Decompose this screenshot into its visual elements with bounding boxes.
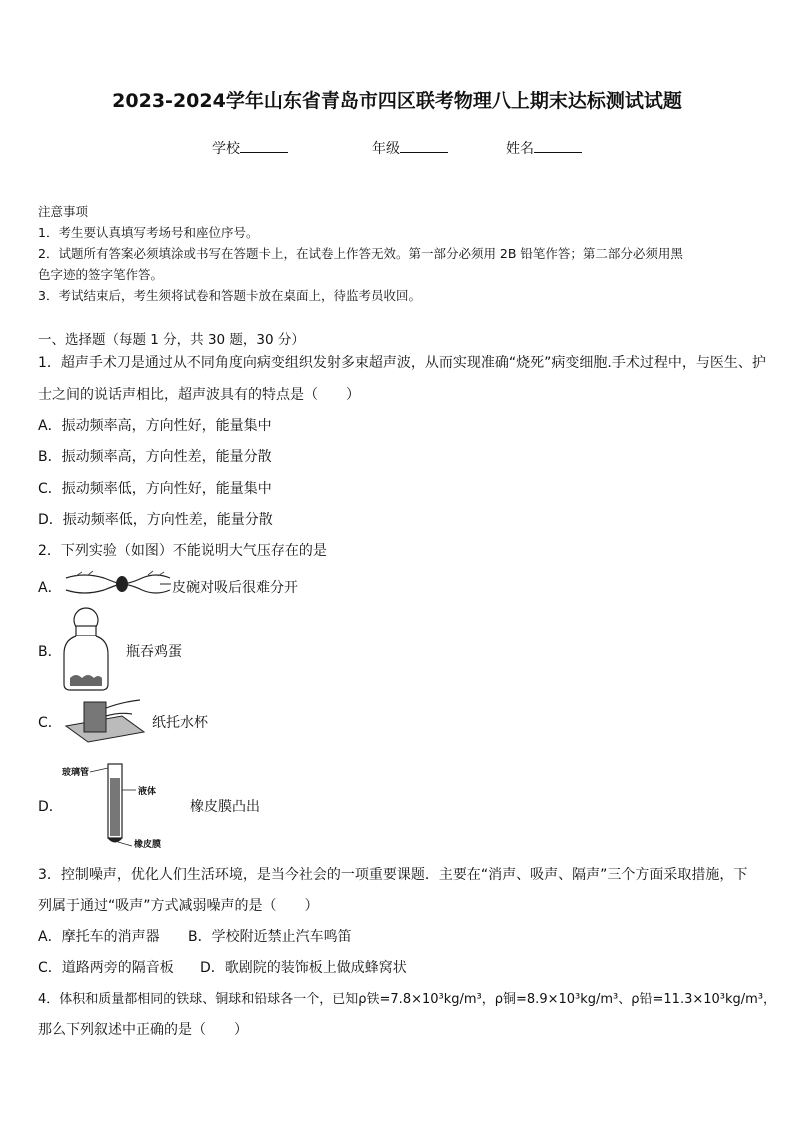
notes-item: 2．试题所有答案必须填涂或书写在答题卡上，在试卷上作答无效。第一部分必须用 2B 铅笔作答；第二部分必须用黑 [38, 246, 683, 261]
q1-option-a: A．振动频率高，方向性好，能量集中 [38, 418, 272, 434]
q1-stem-line1: 1．超声手术刀是通过从不同角度向病变组织发射多束超声波，从而实现准确“烧死”病变细胞.手术过程中，与医生、护 [38, 355, 766, 371]
q2-option-c-text: 纸托水杯 [152, 715, 208, 731]
name-field[interactable] [506, 138, 582, 158]
q2-option-b-text: 瓶吞鸡蛋 [126, 644, 182, 660]
school-label: 学校 [212, 141, 240, 157]
q2-option-a-letter: A． [38, 580, 62, 596]
q2-option-d-letter: D． [38, 799, 63, 815]
q2-option-c-letter: C． [38, 715, 62, 731]
notes-item: 色字迹的签字笔作答。 [38, 267, 164, 282]
school-blank[interactable] [240, 140, 288, 153]
name-blank[interactable] [534, 140, 582, 153]
grade-blank[interactable] [400, 140, 448, 153]
q3-option-a: A．摩托车的消声器 [38, 929, 160, 945]
q2-option-a-text: 皮碗对吸后很难分开 [172, 580, 298, 596]
q4-stem-line1: 4．体积和质量都相同的铁球、铜球和铅球各一个，已知ρ铁=7.8×10³kg/m³，ρ铜=8.9×10³kg/m³、ρ铅=11.3×10³kg/m³， [38, 992, 777, 1007]
q1-option-b: B．振动频率高，方向性差，能量分散 [38, 449, 272, 465]
notes-item: 1．考生要认真填写考场号和座位序号。 [38, 225, 259, 240]
tube-label: 玻璃管 [62, 768, 90, 778]
q1-stem-line2: 士之间的说话声相比，超声波具有的特点是（ ） [38, 387, 360, 403]
q3-stem-line2: 列属于通过“吸声”方式减弱噪声的是（ ） [38, 898, 319, 914]
q3-stem-line1: 3．控制噪声，优化人们生活环境，是当今社会的一项重要课题．主要在“消声、吸声、隔声”三个方面采取措施，下 [38, 867, 748, 883]
q3-option-b: B．学校附近禁止汽车鸣笛 [188, 929, 352, 945]
q2-stem: 2．下列实验（如图）不能说明大气压存在的是 [38, 543, 327, 559]
school-field[interactable] [212, 138, 288, 158]
membrane-label: 橡皮膜 [134, 840, 162, 850]
q1-option-d: D．振动频率低，方向性差，能量分散 [38, 512, 273, 528]
q3-option-c: C．道路两旁的隔音板 [38, 960, 174, 976]
q4-stem-line2: 那么下列叙述中正确的是（ ） [38, 1022, 248, 1038]
q1-option-c: C．振动频率低，方向性好，能量集中 [38, 481, 272, 497]
q3-option-d: D．歌剧院的装饰板上做成蜂窝状 [200, 960, 407, 976]
suction-cups-figure [64, 568, 172, 600]
section-heading: 一、选择题（每题 1 分，共 30 题，30 分） [38, 332, 305, 348]
liquid-label: 液体 [138, 787, 157, 797]
bottle-egg-figure [62, 606, 114, 692]
grade-field[interactable] [372, 138, 448, 158]
q2-option-d-text: 橡皮膜凸出 [190, 799, 260, 815]
paper-cup-figure [62, 696, 146, 746]
notes-heading: 注意事项 [38, 204, 89, 219]
name-label: 姓名 [506, 141, 534, 157]
grade-label: 年级 [372, 141, 400, 157]
notes-item: 3．考试结束后，考生须将试卷和答题卡放在桌面上，待监考员收回。 [38, 288, 421, 303]
q2-option-b-letter: B． [38, 644, 62, 660]
page-title: 2023-2024学年山东省青岛市四区联考物理八上期末达标测试试题 [112, 90, 682, 112]
